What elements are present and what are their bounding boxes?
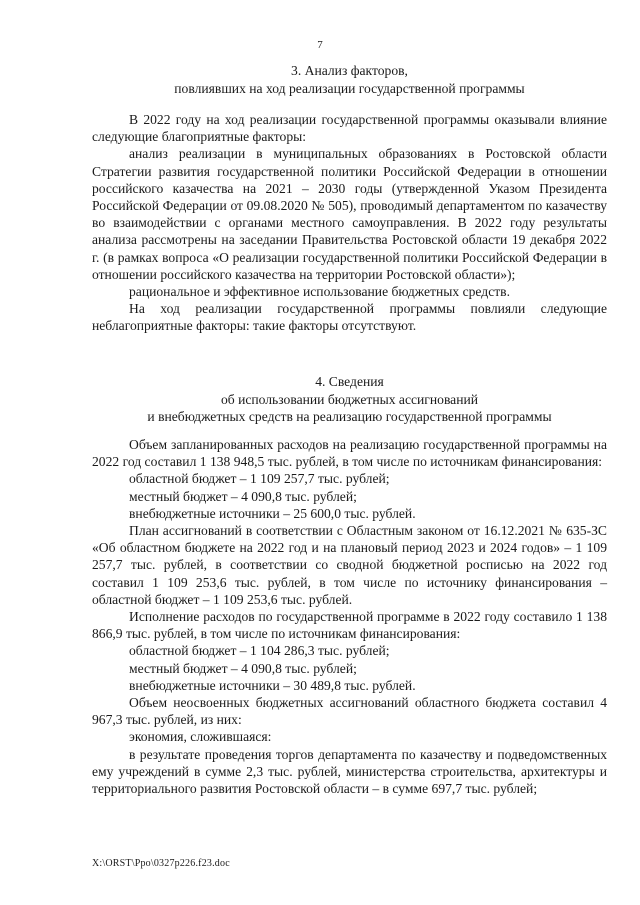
paragraph: рациональное и эффективное использование бюджетных средств. (129, 284, 510, 300)
section-4-subtitle-2: и внебюджетных средств на реализацию государственной программы (147, 409, 552, 424)
section-4-subtitle-1: об использовании бюджетных ассигнований (220, 391, 479, 407)
section-4-heading (92, 373, 607, 426)
section-4-title: 4. Сведения (315, 374, 384, 389)
paragraph: В 2022 году на ход реализации государственной программы оказывали влияние следующие благоприятные факторы: (92, 112, 607, 145)
section-3-body (92, 111, 607, 335)
paragraph: На ход реализации государственной программы повлияли следующие неблагоприятные факторы: такие факторы отсутствуют. (92, 301, 607, 334)
paragraph: Исполнение расходов по государственной программе в 2022 году составило 1 138 866,9 тыс. рублей, в том числе по источникам финансирования: (92, 609, 607, 642)
paragraph: анализ реализации в муниципальных образованиях в Ростовской области Стратегии развития государственной политики Российской Федерации в отношении российского казачества на 2021 – 2030 годы (утвержденной Указом Президента Российской Федерации от 09.08.2020 № 505), проводимый департаментом по казачеству во взаимодействии с органами местного самоуправления. В 2022 году результаты анализа рассмотрены на заседании Правительства Ростовской области 19 декабря 2022 г. (в рамках вопроса «О реализации государственной политики Российской Федерации в отношении российского казачества на территории Ростовской области»); (92, 146, 607, 282)
paragraph: местный бюджет – 4 090,8 тыс. рублей; (129, 488, 357, 504)
page-number: 7 (317, 39, 323, 51)
paragraph: внебюджетные источники – 25 600,0 тыс. рублей. (129, 505, 416, 521)
section-3-subtitle: повлиявших на ход реализации государственной программы (174, 80, 525, 96)
paragraph: Объем неосвоенных бюджетных ассигнований областного бюджета составил 4 967,3 тыс. рублей, из них: (92, 695, 607, 728)
section-4-body (92, 436, 607, 797)
paragraph: областной бюджет – 1 104 286,3 тыс. рублей; (129, 643, 390, 659)
paragraph: областной бюджет – 1 109 257,7 тыс. рублей; (129, 471, 390, 487)
paragraph: План ассигнований в соответствии с Областным законом от 16.12.2021 № 635-ЗС «Об областном бюджете на 2022 год и на плановый период 2023 и 2024 годов» – 1 109 257,7 тыс. рублей, в соответствии со сводной бюджетной росписью на 2022 год составил 1 109 253,6 тыс. рублей, в том числе по источнику финансирования – областной бюджет – 1 109 253,6 тыс. рублей. (92, 523, 607, 607)
paragraph: в результате проведения торгов департамента по казачеству и подведомственных ему учреждений в сумме 2,3 тыс. рублей, министерства строительства, архитектуры и территориального развития Ростовской области – в сумме 697,7 тыс. рублей; (92, 746, 607, 797)
paragraph: Объем запланированных расходов на реализацию государственной программы на 2022 год составил 1 138 948,5 тыс. рублей, в том числе по источникам финансирования: (92, 437, 607, 470)
section-3-title: 3. Анализ факторов, (291, 63, 408, 78)
paragraph: экономия, сложившаяся: (129, 729, 272, 745)
paragraph: внебюджетные источники – 30 489,8 тыс. рублей. (129, 677, 416, 693)
paragraph: местный бюджет – 4 090,8 тыс. рублей; (129, 660, 357, 676)
section-3-heading (92, 62, 607, 97)
file-path-footer: X:\ORST\Ppo\0327p226.f23.doc (92, 858, 230, 869)
